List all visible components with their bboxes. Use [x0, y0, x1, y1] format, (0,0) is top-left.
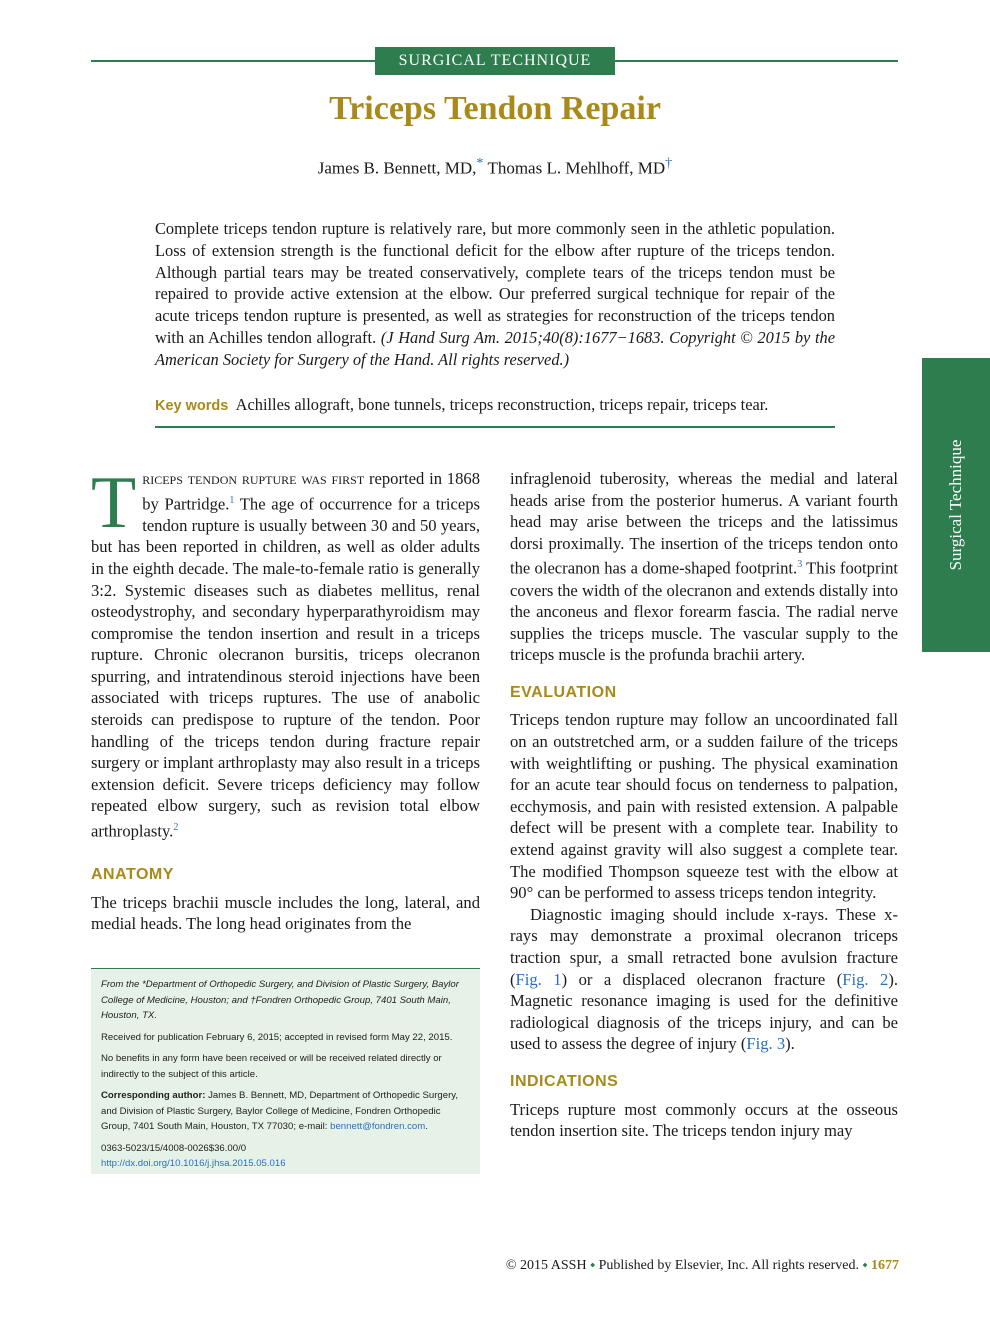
abstract — [155, 218, 835, 371]
drop-cap: T — [91, 462, 137, 544]
indications-paragraph: Triceps rupture most commonly occurs at the osseous tendon insertion site. The triceps tendon injury may — [510, 1099, 898, 1141]
evaluation-paragraph-2 — [510, 904, 898, 1055]
column-right — [510, 468, 898, 1142]
author-1: James B. Bennett, MD, — [317, 158, 477, 178]
fig-3-link[interactable]: Fig. 3 — [746, 1034, 786, 1054]
abstract-text: Complete triceps tendon rupture is relatively rare, but more commonly seen in the athletic population. Loss of extension strength is the functional deficit for the elbow after rupture of the triceps tendon. Although partial tears may be treated conservatively, complete tears of the triceps tendon must be repaired to provide active extension at the elbow. Our preferred surgical technique for repair of the acute triceps tendon rupture is presented, as well as strategies for reconstruction of the triceps tendon with an Achilles tendon allograft. — [155, 219, 835, 347]
evaluation-paragraph-1: Triceps tendon rupture may follow an uncoordinated fall on an outstretched arm, or a sudden failure of the triceps with weightlifting or pushing. The physical examination for an acute tear should focus on tenderness to palpation, ecchymosis, and pain with resisted extension. A palpable defect will be present with a complete tear. Inability to extend against gravity will also suggest a complete tear. The modified Thompson squeeze test with the elbow at 90° can be performed to assess triceps tendon integrity. — [510, 710, 898, 903]
lead-in: riceps tendon rupture was first — [142, 469, 365, 488]
page-number: 1677 — [871, 1258, 899, 1273]
benefits-statement: No benefits in any form have been received or will be received related directly or indirectly to the subject of this article. — [101, 1053, 442, 1080]
fig-2-link[interactable]: Fig. 2 — [842, 969, 889, 989]
side-section-tab — [922, 358, 990, 652]
ref-2-link[interactable]: 2 — [173, 822, 179, 834]
anatomy-text-b: This footprint covers the width of the olecranon and extends distally into the anconeus and flexor forearm fascia. The radial nerve supplies the triceps muscle. The vascular supply to the triceps muscle is the profunda brachii artery. — [510, 558, 898, 665]
received-dates: Received for publication February 6, 2015; accepted in revised form May 22, 2015. — [101, 1031, 453, 1043]
eval-text-b: ) or a displaced olecranon fracture ( — [561, 969, 843, 989]
doi-link[interactable]: http://dx.doi.org/10.1016/j.jhsa.2015.05.016 — [101, 1158, 286, 1169]
side-tab-label: Surgical Technique — [946, 439, 965, 571]
eval-text-c: ). Magnetic resonance imaging is used for the definitive radiological diagnosis of the triceps injury, and can be used to assess the degree of injury ( — [510, 969, 898, 1054]
page-footer — [506, 1258, 899, 1274]
intro-paragraph — [91, 462, 480, 842]
intro-text-b: The age of occurrence for a triceps tendon rupture is usually between 30 and 50 years, but has been reported in children, as well as older adults in the eighth decade. The male-to-female ratio is generally 3:2. Systemic diseases such as diabetes mellitus, renal osteodystrophy, and secondary hyperparathyroidism may compromise the tendon insertion and result in a triceps rupture. Chronic olecranon bursitis, triceps olecranon spurring, and intratendinous steroid injections have been associated with triceps ruptures. The use of anabolic steroids can predispose to rupture of the tendon. Poor handling of the triceps tendon during fracture repair surgery or implant arthroplasty may also result in a triceps extension deficit. Severe triceps deficiency may follow repeated elbow surgery, such as revision total elbow arthroplasty. — [91, 494, 480, 841]
author-2-affiliation-mark[interactable]: † — [665, 155, 673, 171]
column-left — [91, 462, 480, 935]
separator-dot: ⬩ — [590, 1258, 596, 1273]
section-tag: SURGICAL TECHNIQUE — [375, 47, 615, 75]
authors — [0, 155, 990, 179]
keywords-text: Achilles allograft, bone tunnels, triceps reconstruction, triceps repair, triceps tear. — [235, 395, 769, 414]
publisher: Published by Elsevier, Inc. All rights reserved. — [598, 1258, 859, 1273]
separator-dot-2: ⬩ — [862, 1258, 868, 1273]
anatomy-paragraph: The triceps brachii muscle includes the long, lateral, and medial heads. The long head originates from the — [91, 892, 480, 934]
anatomy-text-a: infraglenoid tuberosity, whereas the medial and lateral heads arise from the posterior humerus. A variant fourth head may arise between the triceps and the latissimus dorsi proximally. The insertion of the triceps tendon onto the olecranon has a dome-shaped footprint. — [510, 469, 898, 578]
email-link[interactable]: bennett@fondren.com — [330, 1121, 426, 1132]
ref-1-link[interactable]: 1 — [229, 494, 235, 506]
corresponding-text: James B. Bennett, MD, Department of Orthopedic Surgery, and Division of Plastic Surgery, Baylor College of Medicine, Fondren Orthopedic Group, 7401 South Main, Houston, TX 77030; e-mail: — [101, 1090, 459, 1132]
eval-text-a: Diagnostic imaging should include x-rays. These x-rays may demonstrate a proximal olecranon triceps traction spur, a small retracted bone avulsion fracture ( — [510, 904, 898, 989]
affiliations: From the *Department of Orthopedic Surgery, and Division of Plastic Surgery, Baylor College of Medicine, Houston; and †Fondren Orthopedic Group, 7401 South Main, Houston, TX. — [101, 979, 459, 1021]
abstract-rule — [155, 426, 835, 428]
corresponding-label: Corresponding author: — [101, 1090, 206, 1101]
anatomy-heading: ANATOMY — [91, 866, 174, 884]
article-title: Triceps Tendon Repair — [329, 90, 661, 127]
anatomy-continued — [510, 468, 898, 666]
issn: 0363-5023/15/4008-0026$36.00/0 — [101, 1142, 247, 1154]
eval-text-d: ). — [785, 1034, 795, 1054]
issn-doi — [101, 1141, 470, 1172]
corresponding-author: Corresponding author: James B. Bennett, MD, Department of Orthopedic Surgery, and Division of Plastic Surgery, Baylor College of Medicine, Fondren Orthopedic Group, 7401 South Main, Houston, TX 77030; e-mail: bennett@fondren.com. — [101, 1090, 459, 1132]
article-info-box — [91, 968, 480, 1174]
author-1-affiliation-mark[interactable]: * — [476, 155, 484, 171]
intro-text-a: reported in 1868 by Partridge. — [142, 469, 480, 514]
abstract-citation: (J Hand Surg Am. 2015;40(8):1677−1683. Copyright © 2015 by the American Society for Surgery of the Hand. All rights reserved.) — [155, 327, 835, 369]
fig-1-link[interactable]: Fig. 1 — [515, 969, 562, 989]
keywords-label: Key words — [155, 398, 229, 414]
ref-3-link[interactable]: 3 — [797, 559, 803, 571]
keywords — [155, 395, 845, 415]
copyright: © 2015 ASSH — [505, 1258, 587, 1273]
indications-heading: INDICATIONS — [510, 1072, 619, 1090]
evaluation-heading: EVALUATION — [510, 683, 617, 701]
author-2: Thomas L. Mehlhoff, MD — [487, 158, 666, 178]
